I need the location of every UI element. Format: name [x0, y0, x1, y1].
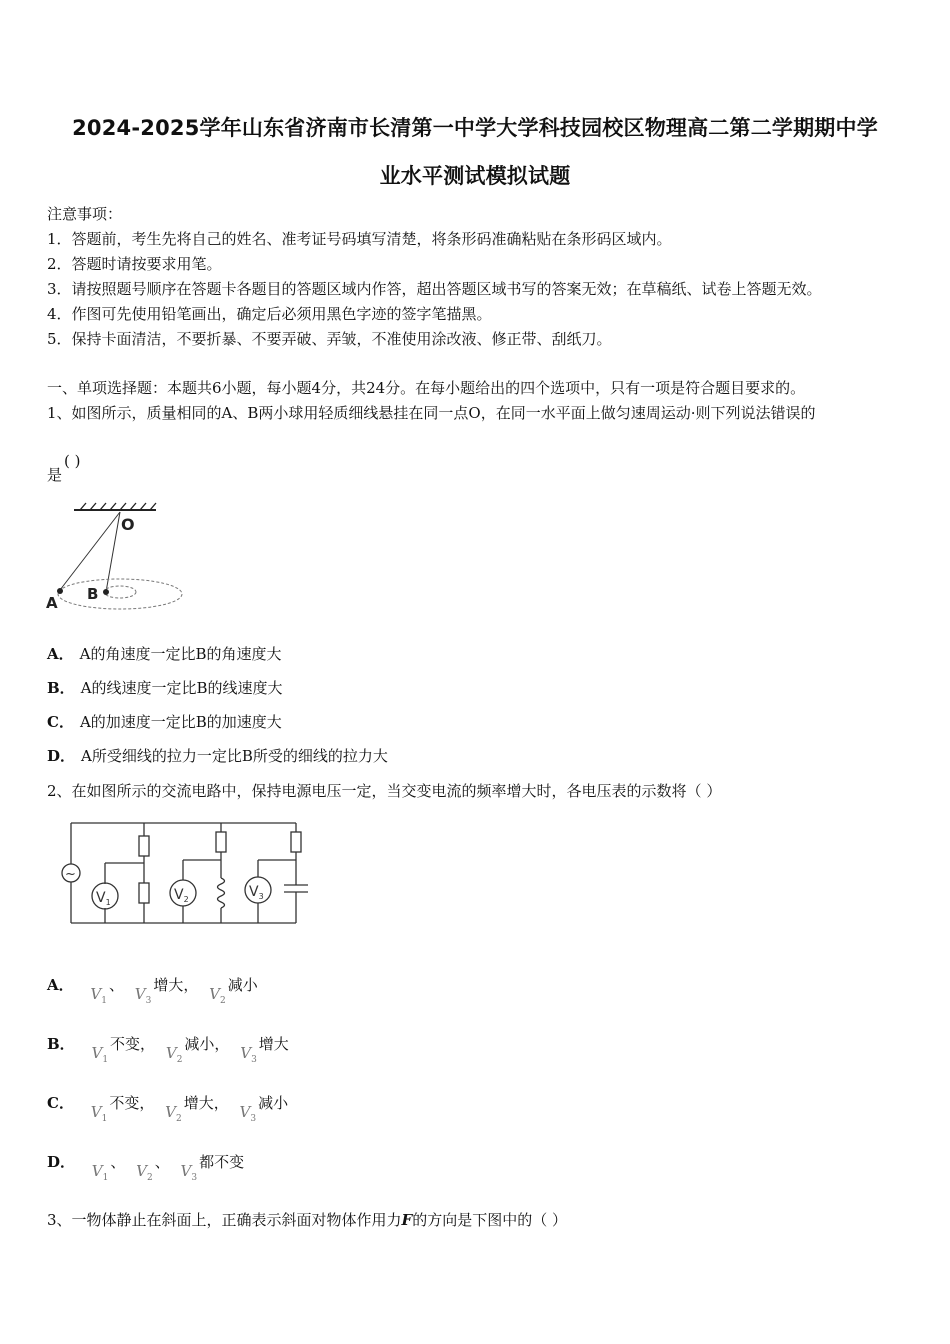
q1-answer-paren: ( )	[64, 452, 81, 470]
notice-item: 5．保持卡面清洁，不要折暴、不要弄破、弄皱，不准使用涂改液、修正带、刮纸刀。	[47, 330, 612, 348]
circuit-figure	[58, 818, 318, 928]
page-title: 2024-2025学年山东省济南市长清第一中学大学科技园校区物理高二第二学期期中学	[72, 116, 878, 140]
ball-b-label: B	[87, 585, 99, 603]
notice-item: 3．请按照题号顺序在答题卡各题目的答题区域内作答，超出答题区域书写的答案无效；在草稿纸、试卷上答题无效。	[47, 280, 822, 298]
v2-symbol: $V_2$	[165, 1044, 183, 1065]
q3-stem: 3、一物体静止在斜面上，正确表示斜面对物体作用力F的方向是下图中的（ ）	[47, 1211, 567, 1229]
v2-symbol: $V_2$	[165, 1103, 182, 1124]
q2-option-c[interactable]: C． $V_1$不变， $V_2$增大， $V_3$减小	[47, 1094, 289, 1124]
v1-symbol: $V_1$	[90, 985, 107, 1006]
v3-symbol: $V_3$	[239, 1103, 257, 1124]
q1-option-a[interactable]: A． A的角速度一定比B的角速度大	[47, 645, 282, 663]
v1-symbol: $V_1$	[91, 1044, 109, 1065]
voltmeter-3-label: $V_3$	[249, 884, 264, 901]
notice-item: 2．答题时请按要求用笔。	[47, 255, 222, 273]
q1-option-b[interactable]: B． A的线速度一定比B的线速度大	[47, 679, 283, 697]
q1-stem: 1、如图所示，质量相同的A、B两小球用轻质细线悬挂在同一点O，在同一水平面上做匀速周运动·则下列说法错误的	[47, 404, 816, 422]
v1-symbol: $V_1$	[90, 1103, 108, 1124]
section-heading: 一、单项选择题：本题共6小题，每小题4分，共24分。在每小题给出的四个选项中，只有一项是符合题目要求的。	[47, 379, 806, 397]
notice-item: 4．作图可先使用铅笔画出，确定后必须用黑色字迹的签字笔描黑。	[47, 305, 492, 323]
ball-a-label: A	[46, 594, 58, 612]
point-o-label: O	[121, 515, 135, 534]
q2-option-b[interactable]: B． $V_1$不变， $V_2$减小， $V_3$增大	[47, 1035, 289, 1065]
v2-symbol: $V_2$	[136, 1162, 153, 1183]
notice-item: 1．答题前，考生先将自己的姓名、准考证号码填写清楚，将条形码准确粘贴在条形码区域内。	[47, 230, 672, 248]
v1-symbol: $V_1$	[91, 1162, 109, 1183]
q2-option-d[interactable]: D． $V_1$、 $V_2$、 $V_3$都不变	[47, 1153, 245, 1183]
q2-option-a[interactable]: A． $V_1$、 $V_3$增大， $V_2$减小	[47, 976, 258, 1006]
v3-symbol: $V_3$	[240, 1044, 257, 1065]
pendulum-figure	[44, 500, 189, 618]
voltmeter-1-label: $V_1$	[96, 890, 111, 907]
v3-symbol: $V_3$	[134, 985, 152, 1006]
page-title-cont: 业水平测试模拟试题	[379, 164, 571, 188]
q1-option-d[interactable]: D． A所受细线的拉力一定比B所受的细线的拉力大	[47, 747, 388, 765]
v3-symbol: $V_3$	[180, 1162, 198, 1183]
ac-source-symbol: ~	[65, 867, 76, 882]
q1-option-c[interactable]: C． A的加速度一定比B的加速度大	[47, 713, 282, 731]
v2-symbol: $V_2$	[209, 985, 226, 1006]
q1-stem-cont: 是	[47, 466, 63, 484]
q2-stem: 2、在如图所示的交流电路中，保持电源电压一定，当交变电流的频率增大时，各电压表的示数将（ ）	[47, 782, 722, 800]
voltmeter-2-label: $V_2$	[174, 887, 189, 904]
notice-heading: 注意事项：	[47, 205, 123, 223]
